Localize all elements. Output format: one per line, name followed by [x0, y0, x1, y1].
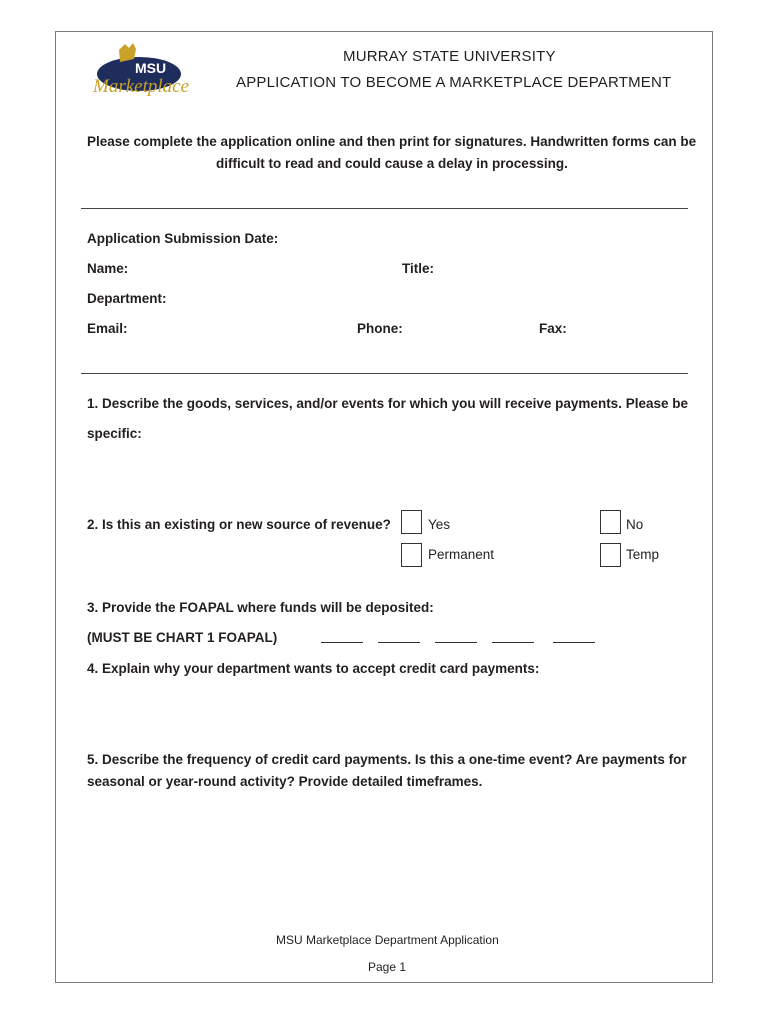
intro-line-1: Please complete the application online and then print for signatures. Handwritten forms can be — [87, 134, 697, 149]
title-label: Title: — [402, 261, 435, 276]
email-label: Email: — [87, 321, 128, 336]
name-label: Name: — [87, 261, 129, 276]
phone-label: Phone: — [357, 321, 403, 336]
divider-middle — [81, 373, 688, 374]
question-1-line-1: 1. Describe the goods, services, and/or events for which you will receive payments. Please be — [87, 396, 688, 411]
question-2: 2. Is this an existing or new source of revenue? — [87, 517, 391, 532]
logo-main-text: MSU — [135, 60, 167, 76]
foapal-account-blank[interactable] — [435, 642, 477, 643]
footer-doc-name: MSU Marketplace Department Application — [276, 933, 499, 947]
form-title: APPLICATION TO BECOME A MARKETPLACE DEPARTMENT — [236, 74, 672, 91]
foapal-fund-blank[interactable] — [321, 642, 363, 643]
divider-top — [81, 208, 688, 209]
intro-line-2: difficult to read and could cause a delay in processing. — [216, 156, 568, 171]
yes-label: Yes — [428, 517, 451, 532]
fax-label: Fax: — [539, 321, 567, 336]
question-4: 4. Explain why your department wants to accept credit card payments: — [87, 661, 540, 676]
submission-date-label: Application Submission Date: — [87, 231, 279, 246]
question-5-line-1: 5. Describe the frequency of credit card payments. Is this a one-time event? Are payments for — [87, 752, 687, 767]
temp-label: Temp — [626, 547, 660, 562]
no-label: No — [626, 517, 644, 532]
question-1-line-2: specific: — [87, 426, 142, 441]
department-label: Department: — [87, 291, 167, 306]
msu-marketplace-logo — [89, 40, 199, 106]
no-checkbox[interactable] — [600, 510, 621, 534]
logo-script-text: Marketplace — [93, 76, 190, 97]
foapal-org-blank[interactable] — [378, 642, 420, 643]
university-name: MURRAY STATE UNIVERSITY — [343, 48, 556, 65]
page-border — [55, 31, 713, 983]
foapal-program-blank[interactable] — [492, 642, 534, 643]
permanent-label: Permanent — [428, 547, 495, 562]
foapal-activity-blank[interactable] — [553, 642, 595, 643]
foapal-note: (MUST BE CHART 1 FOAPAL) — [87, 630, 278, 645]
yes-checkbox[interactable] — [401, 510, 422, 534]
permanent-checkbox[interactable] — [401, 543, 422, 567]
question-5-line-2: seasonal or year-round activity? Provide detailed timeframes. — [87, 774, 483, 789]
temp-checkbox[interactable] — [600, 543, 621, 567]
page-number: Page 1 — [368, 960, 407, 974]
question-3: 3. Provide the FOAPAL where funds will be deposited: — [87, 600, 434, 615]
